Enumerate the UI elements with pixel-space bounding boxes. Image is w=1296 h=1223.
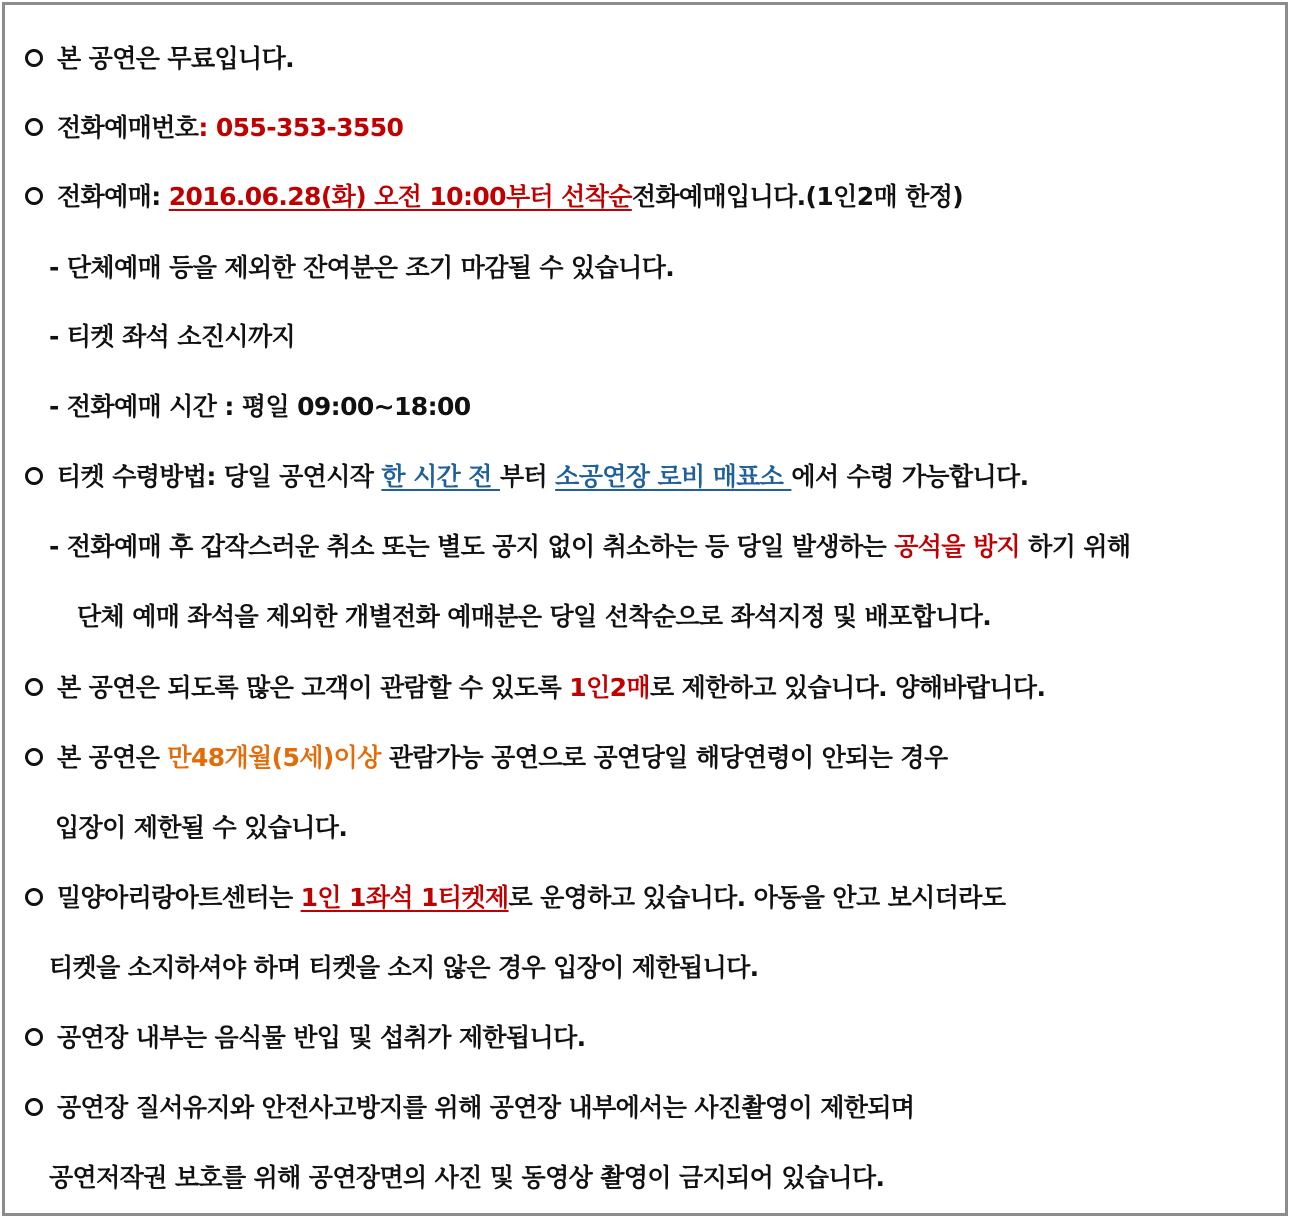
notice-text: 티켓을 소지하셔야 하며 티켓을 소지 않은 경우 입장이 제한됩니다. [49,953,759,982]
notice-text: 부터 [499,462,556,491]
notice-text: - 단체예매 등을 제외한 잔여분은 조기 마감될 수 있습니다. [49,253,675,282]
notice-text: 티켓 수령방법: 당일 공연시작 [57,462,382,491]
notice-line-entry-restricted [5,808,347,848]
notice-line-ticket-pickup [5,457,1028,497]
booking-date-highlight: 2016.06.28(화) 오전 10:00부터 선착순 [168,182,632,211]
hollow-circle-icon [25,49,43,67]
notice-line-phone-number [5,108,403,148]
hollow-circle-icon [25,748,43,766]
notice-line-no-photos [5,1088,914,1128]
notice-text: 전화예매번호 [57,113,199,142]
notice-text: 에서 수령 가능합니다. [791,462,1029,491]
notice-text: - 티켓 좌석 소진시까지 [49,322,296,351]
notice-line-free [5,39,294,79]
phone-number: : 055-353-3550 [198,113,404,142]
pickup-location-highlight: 소공연장 로비 매표소 [555,462,792,491]
notice-box [2,2,1288,1216]
notice-line-until-sold-out [5,317,295,357]
age-limit-highlight: 만48개월(5세)이상 [167,743,381,772]
notice-text: 공연장 내부는 음식물 반입 및 섭취가 제한됩니다. [57,1023,586,1052]
empty-seat-highlight: 공석을 방지 [894,532,1021,561]
notice-line-age-limit [5,738,948,778]
notice-text: 전화예매: [57,182,169,211]
ticket-policy-highlight: 1인 1좌석 1티켓제 [300,883,509,912]
notice-line-no-food [5,1018,586,1058]
notice-line-ticket-limit [5,668,1045,708]
notice-line-seat-assignment [5,597,991,637]
hollow-circle-icon [25,118,43,136]
notice-line-ticket-required [5,948,759,988]
hollow-circle-icon [25,187,43,205]
notice-line-phone-booking [5,177,963,217]
hollow-circle-icon [25,888,43,906]
notice-text: 공연장 질서유지와 안전사고방지를 위해 공연장 내부에서는 사진촬영이 제한되며 [57,1093,915,1122]
notice-text: 단체 예매 좌석을 제외한 개별전화 예매분은 당일 선착순으로 좌석지정 및 배포합니다. [77,602,992,631]
notice-text: 공연저작권 보호를 위해 공연장면의 사진 및 동영상 촬영이 금지되어 있습니다. [49,1163,885,1192]
notice-text: 본 공연은 되도록 많은 고객이 관람할 수 있도록 [57,673,570,702]
notice-text: 관람가능 공연으로 공연당일 해당연령이 안되는 경우 [380,743,948,772]
notice-line-copyright [5,1158,884,1198]
hollow-circle-icon [25,1098,43,1116]
notice-text: 입장이 제한될 수 있습니다. [55,813,348,842]
notice-line-group-booking [5,248,674,288]
notice-text: 전화예매입니다.(1인2매 한정) [631,182,964,211]
notice-text: - 전화예매 시간 : 평일 09:00~18:00 [49,392,471,421]
notice-text: 밀양아리랑아트센터는 [57,883,301,912]
ticket-limit-highlight: 1인2매 [569,673,650,702]
notice-text: - 전화예매 후 갑작스러운 취소 또는 별도 공지 없이 취소하는 등 당일 발생하는 [49,532,895,561]
notice-text: 로 운영하고 있습니다. 아동을 안고 보시더라도 [508,883,1006,912]
hollow-circle-icon [25,1028,43,1046]
hollow-circle-icon [25,678,43,696]
hollow-circle-icon [25,467,43,485]
pickup-time-highlight: 한 시간 전 [381,462,500,491]
notice-line-booking-hours [5,387,471,427]
notice-text: 로 제한하고 있습니다. 양해바랍니다. [649,673,1046,702]
notice-line-one-ticket-policy [5,878,1005,918]
notice-text: 본 공연은 무료입니다. [57,44,295,73]
notice-text: 본 공연은 [57,743,168,772]
notice-text: 하기 위해 [1020,532,1131,561]
notice-line-prevent-empty-seats [5,527,1130,567]
